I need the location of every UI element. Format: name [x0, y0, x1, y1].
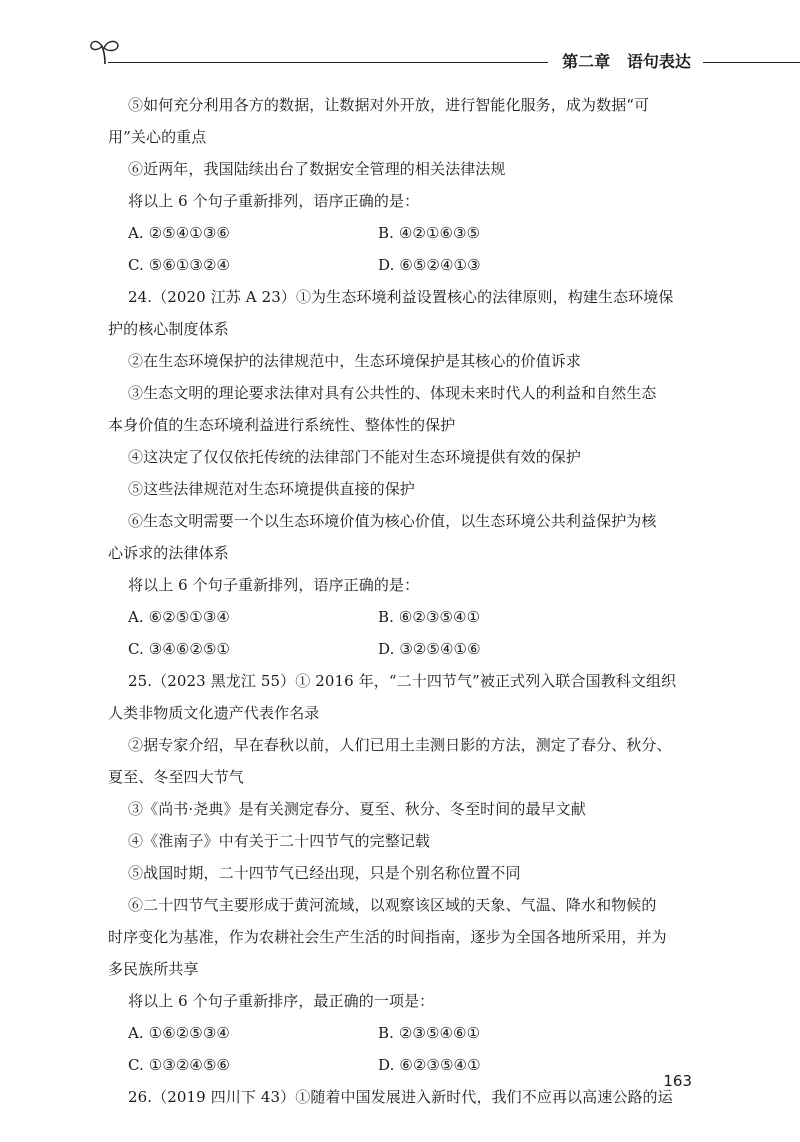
text-line: ②在生态环境保护的法律规范中，生态环境保护是其核心的价值诉求: [128, 352, 582, 370]
text-line: 本身价值的生态环境利益进行系统性、整体性的保护: [108, 416, 456, 434]
option-d: D. ③②⑤④①⑥: [378, 640, 481, 658]
text-line: ⑤如何充分利用各方的数据，让数据对外开放，进行智能化服务，成为数据“可: [128, 96, 650, 114]
text-line: 将以上 6 个句子重新排列，语序正确的是：: [128, 576, 420, 594]
text-line: ③生态文明的理论要求法律对具有公共性的、体现未来时代人的利益和自然生态: [128, 384, 657, 402]
option-b: B. ④②①⑥③⑤: [378, 224, 481, 242]
text-line: ⑥生态文明需要一个以生态环境价值为核心价值，以生态环境公共利益保护为核: [128, 512, 657, 530]
page-body: [108, 96, 700, 1120]
text-line: 护的核心制度体系: [108, 320, 229, 338]
text-line: ⑥近两年，我国陆续出台了数据安全管理的相关法律法规: [128, 160, 506, 178]
option-row: [108, 1056, 700, 1088]
text-line: ④《淮南子》中有关于二十四节气的完整记载: [128, 832, 431, 850]
question-25-line: 25.（2023 黑龙江 55）① 2016 年，“二十四节气”被正式列入联合国教科文组织: [128, 672, 677, 690]
option-c: C. ①③②④⑤⑥: [128, 1056, 231, 1074]
header-rule-left: [108, 62, 548, 63]
text-line: 多民族所共享: [108, 960, 199, 978]
option-row: [108, 1024, 700, 1056]
chapter-title: [554, 49, 699, 72]
option-a: A. ①⑥②⑤③④: [128, 1024, 230, 1042]
text-line: 将以上 6 个句子重新排序，最正确的一项是：: [128, 992, 435, 1010]
text-line: 心诉求的法律体系: [108, 544, 229, 562]
text-line: 将以上 6 个句子重新排列，语序正确的是：: [128, 192, 420, 210]
text-line: ⑥二十四节气主要形成于黄河流域，以观察该区域的天象、气温、降水和物候的: [128, 896, 657, 914]
text-line: 用”关心的重点: [108, 128, 207, 146]
question-24-line: 24.（2020 江苏 A 23）①为生态环境利益设置核心的法律原则，构建生态环境保: [128, 288, 674, 306]
option-c: C. ③④⑥②⑤①: [128, 640, 231, 658]
text-line: 时序变化为基准，作为农耕社会生产生活的时间指南，逐步为全国各地所采用，并为: [108, 928, 667, 946]
text-line: ⑤这些法律规范对生态环境提供直接的保护: [128, 480, 415, 498]
running-header: [88, 32, 800, 72]
option-d: D. ⑥②③⑤④①: [378, 1056, 481, 1074]
option-row: [108, 640, 700, 672]
option-c: C. ⑤⑥①③②④: [128, 256, 231, 274]
question-26-line: 26.（2019 四川下 43）①随着中国发展进入新时代，我们不应再以高速公路的运: [128, 1088, 673, 1106]
option-row: [108, 608, 700, 640]
option-a: A. ⑥②⑤①③④: [128, 608, 230, 626]
option-row: [108, 256, 700, 288]
chapter-number: 第二章: [562, 52, 611, 71]
option-b: B. ②③⑤④⑥①: [378, 1024, 481, 1042]
text-line: ③《尚书·尧典》是有关测定春分、夏至、秋分、冬至时间的最早文献: [128, 800, 586, 818]
text-line: 夏至、冬至四大节气: [108, 768, 244, 786]
text-line: ②据专家介绍，早在春秋以前，人们已用土圭测日影的方法，测定了春分、秋分、: [128, 736, 672, 754]
section-title: 语句表达: [626, 52, 691, 71]
option-a: A. ②⑤④①③⑥: [128, 224, 230, 242]
text-line: ④这决定了仅仅依托传统的法律部门不能对生态环境提供有效的保护: [128, 448, 582, 466]
text-line: ⑤战国时期，二十四节气已经出现，只是个别名称位置不同: [128, 864, 521, 882]
option-row: [108, 224, 700, 256]
header-rule-right: [703, 62, 800, 63]
option-d: D. ⑥⑤②④①③: [378, 256, 481, 274]
page-number: 163: [663, 1072, 692, 1090]
option-b: B. ⑥②③⑤④①: [378, 608, 481, 626]
text-line: 人类非物质文化遗产代表作名录: [108, 704, 320, 722]
